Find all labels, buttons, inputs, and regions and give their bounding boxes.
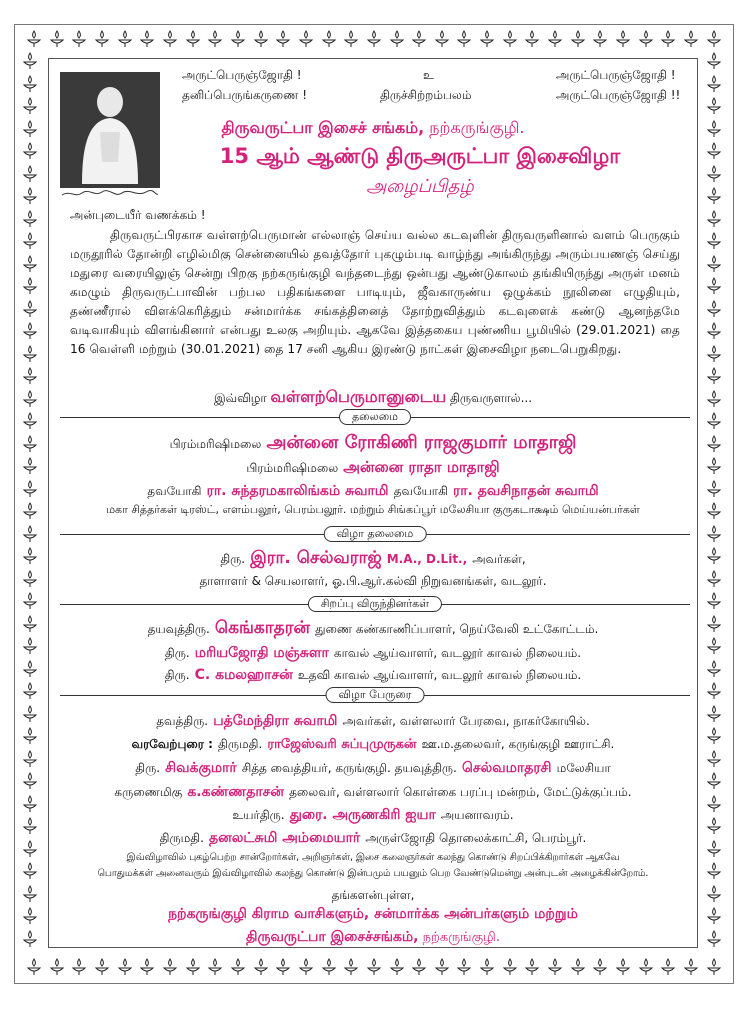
oil-lamp-icon <box>638 30 654 50</box>
oil-lamp-icon <box>592 958 608 978</box>
oil-lamp-icon <box>706 727 724 749</box>
oil-lamp-icon <box>706 682 724 704</box>
oil-lamp-icon <box>615 30 631 50</box>
oil-lamp-icon <box>22 817 40 839</box>
speech-2-desc: சித்த வைத்தியர், கருங்குழி. தயவுத்திரு. <box>241 761 457 775</box>
oil-lamp-icon <box>185 958 201 978</box>
oil-lamp-icon <box>22 52 40 74</box>
oil-lamp-icon <box>706 367 724 389</box>
oil-lamp-icon <box>207 958 223 978</box>
oil-lamp-icon <box>49 958 65 978</box>
oil-lamp-icon <box>479 958 495 978</box>
oil-lamp-icon <box>22 637 40 659</box>
oil-lamp-icon <box>683 958 699 978</box>
oil-lamp-icon <box>275 30 291 50</box>
speech-1-desc: அவர்கள், வள்ளலார் பேரவை, நாகர்கோயில். <box>342 714 590 728</box>
oil-lamp-icon <box>22 75 40 97</box>
welcome-desc: ஊ.ம.தலைவர், கருங்குழி ஊராட்சி. <box>421 737 615 751</box>
festival-head-suffix: அவர்கள், <box>472 552 526 566</box>
section-festival-head <box>60 526 690 542</box>
presidency-3-name: ரா. சுந்தரமகாலிங்கம் சுவாமி <box>206 483 389 499</box>
oil-lamp-icon <box>706 142 724 164</box>
lamp-border-bottom <box>26 958 722 978</box>
oil-lamp-icon <box>22 592 40 614</box>
oil-lamp-icon <box>22 907 40 929</box>
oil-lamp-icon <box>706 592 724 614</box>
invitation-label: அழைப்பிதழ் <box>366 176 474 197</box>
oil-lamp-icon <box>706 930 724 952</box>
oil-lamp-icon <box>298 30 314 50</box>
oil-lamp-icon <box>22 255 40 277</box>
oil-lamp-icon <box>22 930 40 952</box>
oil-lamp-icon <box>411 958 427 978</box>
oil-lamp-icon <box>706 570 724 592</box>
oil-lamp-icon <box>706 637 724 659</box>
oil-lamp-icon <box>706 795 724 817</box>
header-center-2: திருச்சிற்றம்பலம் <box>380 88 472 102</box>
welcome-name: ராஜேஸ்வரி சுப்புமுருகன் <box>267 737 417 752</box>
oil-lamp-icon <box>185 30 201 50</box>
presidency-3-prefix: தவயோகி <box>147 484 202 498</box>
speech-5-desc: அயனாவரம். <box>440 808 514 822</box>
oil-lamp-icon <box>706 435 724 457</box>
speech-5-name: துரை. அருணகிரி ஐயா <box>289 807 436 823</box>
oil-lamp-icon <box>22 412 40 434</box>
oil-lamp-icon <box>366 30 382 50</box>
oil-lamp-icon <box>706 862 724 884</box>
section-presidency <box>60 409 690 425</box>
speech-2-name: சிவக்குமார் <box>165 760 237 776</box>
oil-lamp-icon <box>411 30 427 50</box>
oil-lamp-icon <box>706 772 724 794</box>
section-special-guests <box>60 596 690 612</box>
header-left-2: தனிப்பெருங்கருணை ! <box>182 88 308 102</box>
oil-lamp-icon <box>389 958 405 978</box>
speech-4-name: க.கண்ணதாசன் <box>187 784 284 800</box>
speech-4-desc: தலைவர், வள்ளலார் கொள்கை பரப்பு மன்றம், மேட்டுக்குப்பம். <box>289 785 632 799</box>
presidency-2-prefix: பிரம்மரிஷிமலை <box>246 461 339 475</box>
speech-4-prefix: கருணைமிகு <box>114 785 183 799</box>
closing-line-2: பொதுமக்கள் அனைவரும் இவ்விழாவில் கலந்து கொண்டு இன்பமும் பயனும் பெற வேண்டுமென்று அன்புடன் அழைக்கின்றோம். <box>97 868 649 879</box>
oil-lamp-icon <box>660 958 676 978</box>
oil-lamp-icon <box>71 958 87 978</box>
oil-lamp-icon <box>22 232 40 254</box>
hosts-org: திருவருட்பா இசைச்சங்கம், <box>246 929 419 945</box>
intro-paragraph: திருவருட்பிரகாச வள்ளற்பெருமான் எல்லாஞ் செய்ய வல்ல கடவுளின் திருவருளினால் வளம் பெருகும் மருதூரில் தோன்றி எழில்மிகு சென்னையில் தவத்தோர் புகழும்படி வாழ்ந்து அங்கிருந்து அரும்பயணஞ் செய்து மதுரை வரையிலுஞ் சென்று பிறகு நற்கருங்குழி வந்தடைந்து ஒன்பது ஆண்டுகாலம் தங்கியிருந்து அருள் மனம் கமழும் திருவருட்பாவின் பற்பல பதிகங்களை பாடியும், ஜீவகாருண்ய ஒழுக்கம் நூலினை எழுதியும், தண்ணீரால் விளக்கெரித்தும் சன்மார்க்க சங்கத்தினைத் தோற்றுவித்தும் கடவுளைக் கண்டு ஆனந்தமே வடிவாகியும் விளங்கினார் என்பது உலகு அறியும். ஆகவே இத்தகைய புண்ணிய பூமியில் (29.01.2021) தை 16 வெள்ளி மற்றும் (30.01.2021) தை 17 சனி ஆகிய இரண்டு நாட்கள் இசைவிழா நடைபெறுகிறது. <box>70 228 680 356</box>
oil-lamp-icon <box>26 958 42 978</box>
oil-lamp-icon <box>502 30 518 50</box>
oil-lamp-icon <box>22 435 40 457</box>
hosts-place: நற்கருங்குழி. <box>418 930 500 945</box>
lamp-border-left <box>22 52 40 952</box>
guest-row <box>48 664 698 685</box>
oil-lamp-icon <box>706 232 724 254</box>
oil-lamp-icon <box>26 30 42 50</box>
oil-lamp-icon <box>706 300 724 322</box>
oil-lamp-icon <box>570 30 586 50</box>
oil-lamp-icon <box>456 30 472 50</box>
oil-lamp-icon <box>479 30 495 50</box>
oil-lamp-icon <box>22 547 40 569</box>
oil-lamp-icon <box>638 958 654 978</box>
guest-name: C. கமலஹாசன் <box>194 667 293 683</box>
oil-lamp-icon <box>94 30 110 50</box>
presidency-note: மகா சித்தர்கள் டிரஸ்ட், எளம்பலூர், பெரம்பலூர். மற்றும் சிங்கப்பூர் மலேசியா குருகடாக்ஷம் மெய்யன்பர்கள் <box>106 503 640 516</box>
oil-lamp-icon <box>706 52 724 74</box>
oil-lamp-icon <box>22 187 40 209</box>
speech-5-prefix: உயர்திரு. <box>232 808 285 822</box>
presidency-4-name: ரா. தவசிநாதன் சுவாமி <box>453 483 599 499</box>
oil-lamp-icon <box>683 30 699 50</box>
oil-lamp-icon <box>706 817 724 839</box>
oil-lamp-icon <box>434 958 450 978</box>
oil-lamp-icon <box>706 840 724 862</box>
oil-lamp-icon <box>524 958 540 978</box>
oil-lamp-icon <box>22 660 40 682</box>
oil-lamp-icon <box>706 750 724 772</box>
oil-lamp-icon <box>706 457 724 479</box>
oil-lamp-icon <box>706 412 724 434</box>
oil-lamp-icon <box>706 187 724 209</box>
blessing-name: வள்ளற்பெருமானுடைய <box>270 387 447 406</box>
oil-lamp-icon <box>456 958 472 978</box>
guest-row <box>48 642 698 663</box>
oil-lamp-icon <box>343 30 359 50</box>
guest-prefix: திரு. <box>164 646 190 660</box>
section-speech <box>60 687 690 703</box>
speech-1-prefix: தவத்திரு. <box>156 714 209 728</box>
oil-lamp-icon <box>22 682 40 704</box>
org-name: திருவருட்பா இசைச் சங்கம், <box>221 118 425 137</box>
guest-row <box>48 618 698 640</box>
header-right-2: அருட்பெருஞ்ஜோதி !! <box>556 88 681 102</box>
presidency-1-name: அன்னை ரோகிணி ராஜகுமார் மாதாஜி <box>266 432 577 453</box>
blessing-pre: இவ்விழா <box>213 391 267 405</box>
oil-lamp-icon <box>547 30 563 50</box>
oil-lamp-icon <box>706 885 724 907</box>
oil-lamp-icon <box>22 862 40 884</box>
guest-desc: உதவி காவல் ஆய்வாளர், வடலூர் காவல் நிலையம். <box>297 668 582 682</box>
presidency-4-prefix: தவயோகி <box>393 484 448 498</box>
guest-prefix: திரு. <box>164 668 190 682</box>
oil-lamp-icon <box>592 30 608 50</box>
speech-3-desc: மலேசியா <box>556 761 611 775</box>
oil-lamp-icon <box>706 97 724 119</box>
oil-lamp-icon <box>706 907 724 929</box>
oil-lamp-icon <box>207 30 223 50</box>
header-center-1: உ <box>423 68 434 82</box>
oil-lamp-icon <box>706 390 724 412</box>
festival-head-name: இரா. செல்வராஜ் <box>250 548 382 568</box>
oil-lamp-icon <box>22 480 40 502</box>
blessing-post: திருவருளால்... <box>449 391 533 405</box>
speech-6-desc: அருள்ஜோதி தொலைக்காட்சி, பெரம்பூர். <box>365 831 587 845</box>
guest-desc: துணை கண்காணிப்பாளர், நெய்வேலி உட்கோட்டம். <box>315 622 599 636</box>
oil-lamp-icon <box>321 30 337 50</box>
oil-lamp-icon <box>22 345 40 367</box>
section-label: விழா பேருரை <box>326 687 425 703</box>
festival-title: 15 ஆம் ஆண்டு திருஅருட்பா இசைவிழா <box>219 144 621 168</box>
oil-lamp-icon <box>502 958 518 978</box>
oil-lamp-icon <box>94 958 110 978</box>
oil-lamp-icon <box>22 300 40 322</box>
presidency-2-name: அன்னை ராதா மாதாஜி <box>343 458 500 476</box>
oil-lamp-icon <box>706 502 724 524</box>
oil-lamp-icon <box>139 30 155 50</box>
oil-lamp-icon <box>22 277 40 299</box>
oil-lamp-icon <box>22 615 40 637</box>
oil-lamp-icon <box>22 795 40 817</box>
oil-lamp-icon <box>343 958 359 978</box>
oil-lamp-icon <box>706 120 724 142</box>
oil-lamp-icon <box>117 30 133 50</box>
oil-lamp-icon <box>706 615 724 637</box>
oil-lamp-icon <box>706 322 724 344</box>
oil-lamp-icon <box>389 30 405 50</box>
festival-head-degree: M.A., D.Lit., <box>386 552 468 566</box>
oil-lamp-icon <box>321 958 337 978</box>
oil-lamp-icon <box>706 255 724 277</box>
oil-lamp-icon <box>706 547 724 569</box>
oil-lamp-icon <box>524 30 540 50</box>
oil-lamp-icon <box>22 210 40 232</box>
oil-lamp-icon <box>22 165 40 187</box>
oil-lamp-icon <box>22 322 40 344</box>
oil-lamp-icon <box>22 120 40 142</box>
oil-lamp-icon <box>22 142 40 164</box>
oil-lamp-icon <box>706 165 724 187</box>
oil-lamp-icon <box>162 30 178 50</box>
oil-lamp-icon <box>22 502 40 524</box>
oil-lamp-icon <box>298 958 314 978</box>
oil-lamp-icon <box>706 480 724 502</box>
lamp-border-top <box>26 30 722 50</box>
oil-lamp-icon <box>706 210 724 232</box>
oil-lamp-icon <box>230 30 246 50</box>
speech-1-name: பத்மேந்திரா சுவாமி <box>213 713 338 729</box>
oil-lamp-icon <box>706 958 722 978</box>
oil-lamp-icon <box>706 705 724 727</box>
oil-lamp-icon <box>139 958 155 978</box>
section-label: சிறப்பு விருந்தினர்கள் <box>308 596 442 612</box>
festival-head-role: தாளாளர் & செயலாளர், ஓ.பி.ஆர்.கல்வி நிறுவனங்கள், வடலூர். <box>199 574 547 588</box>
oil-lamp-icon <box>22 367 40 389</box>
oil-lamp-icon <box>366 958 382 978</box>
oil-lamp-icon <box>22 570 40 592</box>
oil-lamp-icon <box>162 958 178 978</box>
oil-lamp-icon <box>706 660 724 682</box>
oil-lamp-icon <box>547 958 563 978</box>
oil-lamp-icon <box>22 750 40 772</box>
guest-name: மரியஜோதி மஞ்சுளா <box>194 645 329 661</box>
speech-6-name: தனலட்சுமி அம்மையார் <box>209 830 361 846</box>
hosts-line-1: நற்கருங்குழி கிராம வாசிகளும், சன்மார்க்க அன்பர்களும் மற்றும் <box>168 906 578 922</box>
oil-lamp-icon <box>71 30 87 50</box>
oil-lamp-icon <box>253 30 269 50</box>
oil-lamp-icon <box>22 727 40 749</box>
guest-desc: காவல் ஆய்வாளர், வடலூர் காவல் நிலையம். <box>333 646 582 660</box>
oil-lamp-icon <box>117 958 133 978</box>
oil-lamp-icon <box>230 958 246 978</box>
oil-lamp-icon <box>570 958 586 978</box>
oil-lamp-icon <box>434 30 450 50</box>
oil-lamp-icon <box>706 345 724 367</box>
org-place: நற்கருங்குழி. <box>424 118 525 137</box>
oil-lamp-icon <box>615 958 631 978</box>
oil-lamp-icon <box>22 97 40 119</box>
guest-prefix: தயவுத்திரு. <box>147 622 210 636</box>
lamp-border-right <box>706 52 724 952</box>
oil-lamp-icon <box>22 772 40 794</box>
oil-lamp-icon <box>253 958 269 978</box>
oil-lamp-icon <box>22 390 40 412</box>
oil-lamp-icon <box>22 457 40 479</box>
section-label: விழா தலைமை <box>324 526 427 542</box>
section-label: தலைமை <box>339 409 411 425</box>
header-right-1: அருட்பெருஞ்ஜோதி ! <box>556 68 676 82</box>
oil-lamp-icon <box>660 30 676 50</box>
welcome-label: வரவேற்புரை : <box>131 737 213 751</box>
guest-name: கெங்காதரன் <box>214 618 310 638</box>
speech-3-name: செல்வமாதரசி <box>461 760 552 776</box>
header-left-1: அருட்பெருஞ்ஜோதி ! <box>182 68 302 82</box>
speech-6-prefix: திருமதி. <box>159 831 204 845</box>
oil-lamp-icon <box>275 958 291 978</box>
speech-2-prefix: திரு. <box>135 761 161 775</box>
oil-lamp-icon <box>706 75 724 97</box>
oil-lamp-icon <box>22 840 40 862</box>
closing-line-1: இவ்விழாவில் புகழ்பெற்ற சான்றோர்கள், அறிஞர்கள், இசை கலைஞர்கள் கலந்து கொண்டு சிறப்பிக்கிறார்கள் ஆகவே <box>126 852 620 863</box>
welcome-prefix: திருமதி. <box>218 737 263 751</box>
oil-lamp-icon <box>22 885 40 907</box>
presidency-1-prefix: பிரம்மரிஷிமலை <box>169 437 262 451</box>
oil-lamp-icon <box>22 705 40 727</box>
oil-lamp-icon <box>22 525 40 547</box>
oil-lamp-icon <box>706 277 724 299</box>
oil-lamp-icon <box>49 30 65 50</box>
oil-lamp-icon <box>706 30 722 50</box>
oil-lamp-icon <box>706 525 724 547</box>
greeting: அன்புடையீர் வணக்கம் ! <box>70 208 206 222</box>
festival-head-prefix: திரு. <box>220 552 246 566</box>
closing-yours: தங்களன்புள்ள, <box>331 888 415 902</box>
